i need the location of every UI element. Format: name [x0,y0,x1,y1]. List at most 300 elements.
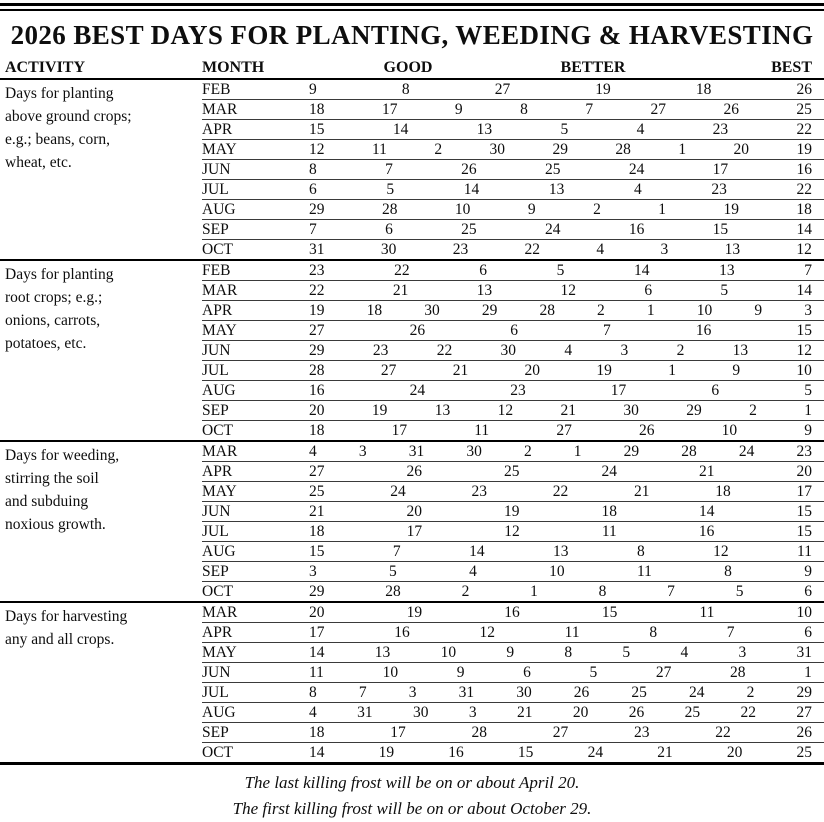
table-row [202,743,824,762]
table-row [202,703,824,723]
day-value: 14 [796,221,812,238]
day-value: 17 [309,624,325,641]
day-values [287,240,824,259]
table-row [202,100,824,120]
day-value: 20 [726,744,743,761]
month-label: JUN [202,664,231,681]
table-body [0,80,824,765]
day-value: 19 [309,302,325,319]
day-value: 9 [454,101,463,118]
day-value: 27 [556,422,572,439]
day-value: 27 [380,362,397,379]
day-value: 11 [564,624,580,641]
day-value: 12 [504,523,520,540]
day-value: 1 [646,302,655,319]
table-row [202,603,824,623]
day-values [287,542,824,561]
column-header-month: MONTH [202,59,265,76]
day-value: 14 [796,282,812,299]
day-values [287,140,824,159]
day-value: 16 [796,161,812,178]
day-value: 14 [699,503,715,520]
day-values [287,663,824,682]
day-value: 9 [309,81,317,98]
table-row [202,261,824,281]
day-value: 17 [390,724,406,741]
day-values [287,482,824,501]
day-value: 20 [572,704,589,721]
day-value: 16 [695,322,712,339]
day-values [287,623,824,642]
day-value: 19 [796,141,812,158]
day-value: 5 [386,181,395,198]
day-value: 1 [668,362,676,379]
month-label: AUG [202,382,236,399]
day-value: 22 [740,704,756,721]
day-value: 5 [389,563,397,580]
day-value: 16 [628,221,645,238]
day-value: 5 [804,382,812,399]
day-values [287,381,824,400]
day-value: 8 [649,624,658,641]
day-value: 27 [552,724,569,741]
month-label: JUL [202,362,229,379]
table-row [202,663,824,683]
day-value: 30 [500,342,517,359]
page-title: 2026 BEST DAYS FOR PLANTING, WEEDING & HARVESTING [10,20,814,50]
day-value: 29 [796,684,812,701]
day-value: 19 [723,201,739,218]
month-label: APR [202,463,233,480]
table-section [0,603,824,765]
day-value: 5 [622,644,631,661]
day-values [287,703,824,722]
day-value: 18 [366,302,383,319]
day-value: 9 [754,302,763,319]
day-value: 12 [713,543,729,560]
day-value: 13 [732,342,749,359]
day-value: 18 [796,201,812,218]
month-label: MAR [202,282,238,299]
day-value: 2 [593,201,601,218]
day-value: 20 [524,362,541,379]
day-value: 31 [357,704,373,721]
day-value: 2 [597,302,605,319]
day-value: 14 [392,121,409,138]
day-values [287,220,824,239]
month-label: APR [202,624,233,641]
day-value: 2 [461,583,470,600]
month-label: JUN [202,503,231,520]
day-values [287,743,824,762]
day-value: 4 [309,704,317,721]
day-value: 16 [698,523,715,540]
day-value: 11 [474,422,490,439]
day-value: 4 [680,644,689,661]
day-value: 23 [711,181,727,198]
day-value: 30 [380,241,397,258]
day-value: 3 [738,644,747,661]
day-value: 10 [721,422,738,439]
day-value: 13 [476,282,493,299]
day-value: 17 [712,161,729,178]
day-value: 23 [510,382,526,399]
section-rows [202,261,824,440]
table-row [202,623,824,643]
table-row [202,522,824,542]
day-value: 17 [796,483,812,500]
day-value: 14 [309,644,325,661]
day-values [287,462,824,481]
day-values [287,80,824,99]
day-value: 29 [309,201,325,218]
month-label: JUN [202,342,231,359]
day-value: 10 [454,201,471,218]
day-value: 26 [406,463,422,480]
day-value: 24 [738,443,755,460]
day-value: 29 [309,583,325,600]
day-value: 6 [711,382,720,399]
day-value: 26 [796,81,812,98]
day-value: 15 [601,604,618,621]
day-value: 31 [796,644,812,661]
table-section [0,442,824,603]
day-value: 14 [469,543,485,560]
day-values [287,401,824,420]
day-value: 1 [804,664,812,681]
day-value: 1 [678,141,687,158]
day-value: 13 [434,402,451,419]
table-row [202,341,824,361]
day-value: 9 [456,664,465,681]
day-value: 2 [746,684,755,701]
table-row [202,281,824,301]
day-value: 13 [548,181,565,198]
day-value: 28 [615,141,631,158]
day-value: 20 [309,402,325,419]
day-value: 2 [749,402,757,419]
table-row [202,542,824,562]
month-label: MAR [202,604,238,621]
day-value: 18 [601,503,617,520]
day-value: 2 [523,443,532,460]
day-value: 16 [504,604,520,621]
footnote-first-frost: The first killing frost will be on or about October 29. [232,799,592,818]
day-value: 30 [424,302,440,319]
day-value: 10 [549,563,565,580]
day-value: 18 [309,422,325,439]
day-value: 26 [638,422,655,439]
day-value: 8 [309,684,317,701]
month-label: AUG [202,543,236,560]
table-row [202,643,824,663]
table-row [202,442,824,462]
table-row [202,482,824,502]
day-value: 27 [655,664,672,681]
day-value: 19 [406,604,423,621]
day-value: 10 [796,604,812,621]
top-double-rule [0,3,824,11]
day-value: 26 [409,322,426,339]
day-value: 25 [684,704,701,721]
day-value: 7 [385,161,393,178]
day-value: 22 [436,342,453,359]
day-value: 23 [471,483,487,500]
day-value: 8 [401,81,410,98]
day-value: 23 [634,724,650,741]
month-label: AUG [202,704,236,721]
day-value: 4 [309,443,317,460]
day-value: 3 [804,302,812,319]
day-values [287,582,824,601]
day-value: 26 [796,724,812,741]
day-value: 10 [440,644,457,661]
day-values [287,442,824,461]
table-row [202,80,824,100]
day-values [287,341,824,360]
day-value: 6 [523,664,531,681]
day-values [287,361,824,380]
day-values [287,120,824,139]
month-label: OCT [202,422,233,439]
day-value: 23 [309,262,325,279]
table-row [202,220,824,240]
day-value: 4 [564,342,573,359]
day-value: 30 [413,704,429,721]
almanac-page [0,3,824,818]
table-row [202,120,824,140]
day-value: 20 [406,503,422,520]
day-values [287,562,824,581]
activity-label: Days for planting above ground crops; e.g.; beans, corn, wheat, etc. [5,85,132,171]
day-value: 27 [796,704,812,721]
day-value: 3 [660,241,669,258]
day-value: 6 [644,282,653,299]
day-value: 10 [696,302,713,319]
day-values [287,200,824,219]
activity-label: Days for harvesting any and all crops. [5,608,128,648]
month-label: FEB [202,262,231,279]
day-value: 28 [381,201,398,218]
day-value: 25 [631,684,647,701]
day-value: 25 [796,744,812,761]
day-value: 27 [309,463,325,480]
day-value: 29 [686,402,702,419]
day-values [287,180,824,199]
day-value: 15 [517,744,534,761]
day-value: 2 [676,342,685,359]
day-value: 4 [634,181,642,198]
day-value: 5 [589,664,598,681]
day-value: 23 [372,342,389,359]
column-header-row [0,58,824,80]
day-value: 3 [358,443,367,460]
day-value: 12 [479,624,495,641]
day-value: 20 [309,604,325,621]
day-values [287,603,824,622]
day-value: 17 [391,422,408,439]
month-label: SEP [202,402,229,419]
table-row [202,582,824,601]
day-value: 29 [309,342,325,359]
day-value: 11 [309,664,324,681]
day-values [287,261,824,280]
month-label: MAY [202,322,237,339]
day-value: 18 [309,101,325,118]
day-value: 22 [796,181,812,198]
day-value: 27 [494,81,511,98]
day-value: 24 [689,684,705,701]
day-value: 1 [530,583,538,600]
day-value: 1 [573,443,582,460]
day-value: 31 [309,241,325,258]
day-value: 9 [804,563,812,580]
day-value: 28 [309,362,325,379]
day-value: 9 [804,422,812,439]
day-value: 7 [804,262,812,279]
month-label: MAY [202,141,237,158]
day-value: 3 [309,563,317,580]
table-row [202,321,824,341]
month-label: AUG [202,201,236,218]
month-label: OCT [202,583,233,600]
day-value: 24 [628,161,645,178]
day-value: 30 [623,402,639,419]
day-values [287,643,824,662]
day-value: 19 [596,362,612,379]
day-value: 21 [452,362,469,379]
day-value: 13 [719,262,735,279]
day-value: 11 [797,543,812,560]
day-value: 12 [796,241,812,258]
day-value: 25 [544,161,561,178]
day-value: 8 [564,644,573,661]
day-value: 9 [506,644,515,661]
day-value: 14 [463,181,480,198]
day-value: 24 [587,744,604,761]
day-value: 21 [634,483,650,500]
day-value: 24 [601,463,617,480]
day-value: 21 [657,744,673,761]
day-value: 8 [309,161,317,178]
table-row [202,401,824,421]
day-value: 17 [610,382,627,399]
day-value: 16 [309,382,325,399]
day-value: 12 [560,282,576,299]
day-value: 14 [634,262,650,279]
day-value: 19 [595,81,611,98]
day-value: 6 [479,262,487,279]
day-value: 15 [796,523,812,540]
day-value: 22 [309,282,325,299]
day-value: 30 [466,443,482,460]
day-value: 22 [394,262,410,279]
day-value: 20 [796,463,812,480]
day-value: 28 [539,302,555,319]
day-value: 25 [309,483,325,500]
day-value: 1 [658,201,667,218]
day-value: 28 [681,443,697,460]
day-value: 23 [452,241,469,258]
day-value: 19 [504,503,520,520]
table-row [202,240,824,259]
day-values [287,522,824,541]
day-value: 15 [712,221,729,238]
day-value: 3 [408,684,417,701]
day-value: 4 [469,563,477,580]
day-value: 21 [560,402,576,419]
table-row [202,361,824,381]
day-value: 15 [796,322,812,339]
day-value: 20 [733,141,749,158]
day-value: 3 [468,704,477,721]
day-value: 5 [556,262,565,279]
section-rows [202,80,824,259]
section-rows [202,442,824,601]
table-row [202,180,824,200]
day-values [287,301,824,320]
day-value: 22 [715,724,731,741]
day-value: 7 [309,221,317,238]
table-row [202,140,824,160]
month-label: MAY [202,644,237,661]
day-value: 28 [385,583,401,600]
day-value: 18 [309,724,325,741]
day-value: 13 [553,543,569,560]
day-value: 8 [520,101,528,118]
footnotes [0,770,824,822]
day-value: 18 [715,483,731,500]
day-value: 12 [497,402,514,419]
table-row [202,502,824,522]
month-label: MAY [202,483,237,500]
day-value: 22 [796,121,812,138]
month-label: JUL [202,181,229,198]
month-label: FEB [202,81,231,98]
month-label: SEP [202,563,229,580]
section-rows [202,603,824,762]
day-value: 13 [476,121,493,138]
day-value: 30 [489,141,505,158]
day-value: 21 [517,704,533,721]
day-value: 25 [461,221,477,238]
day-value: 7 [667,583,675,600]
day-values [287,321,824,340]
table-row [202,562,824,582]
day-value: 21 [309,503,325,520]
day-values [287,100,824,119]
day-value: 11 [371,141,387,158]
day-value: 25 [796,101,812,118]
day-value: 2 [434,141,443,158]
day-value: 5 [735,583,744,600]
day-value: 7 [585,101,594,118]
day-value: 21 [699,463,715,480]
day-value: 6 [804,624,812,641]
day-value: 10 [796,362,812,379]
column-header-activity: ACTIVITY [5,59,86,76]
day-value: 28 [471,724,487,741]
day-value: 27 [309,322,325,339]
month-label: APR [202,121,233,138]
day-values [287,502,824,521]
table-row [202,462,824,482]
day-value: 23 [796,443,812,460]
column-header-better: BETTER [560,59,626,76]
day-value: 5 [720,282,729,299]
day-value: 10 [382,664,399,681]
day-value: 31 [408,443,425,460]
